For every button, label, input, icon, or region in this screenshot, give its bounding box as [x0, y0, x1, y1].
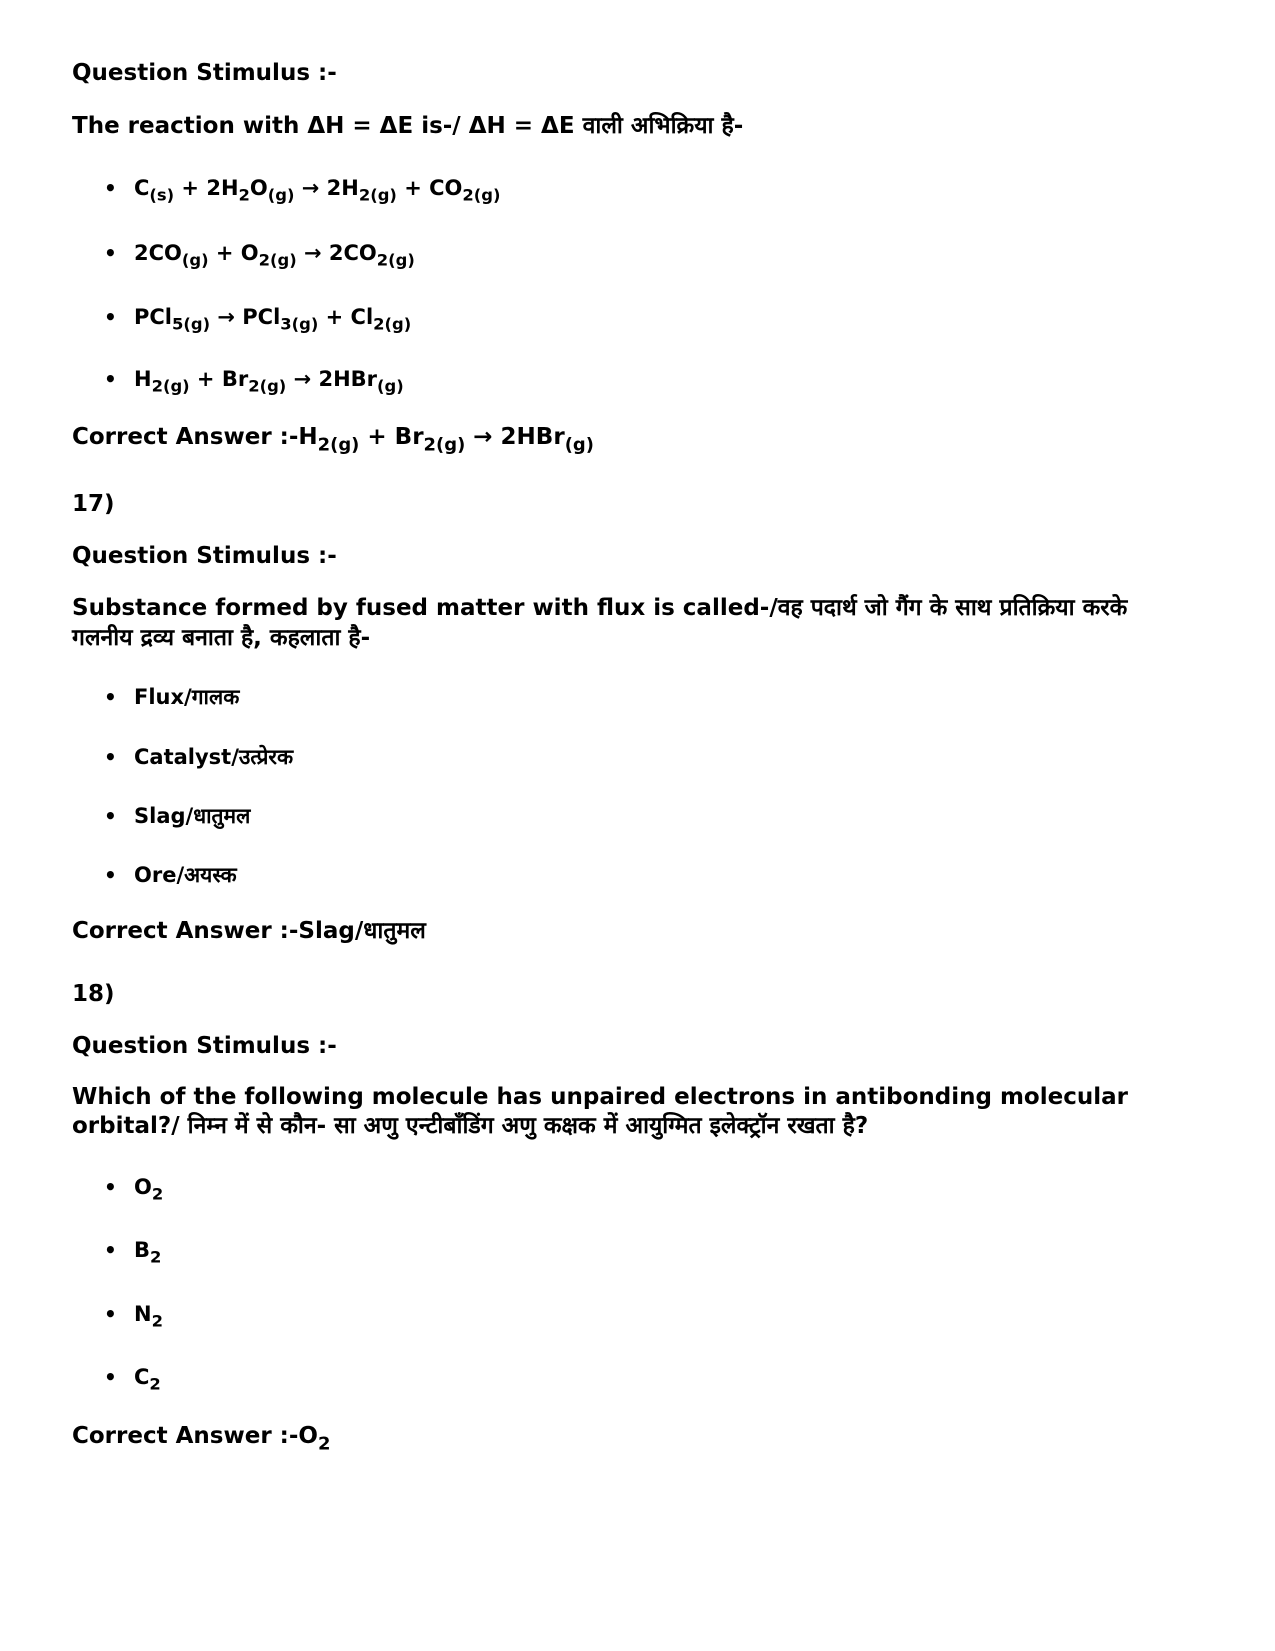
option-text: $2CO_{(g)} + O_{2(g)} \to 2CO_{2(g)}$: [134, 241, 415, 270]
bullet-icon: •: [104, 745, 117, 769]
option-text: $C_{(s)} + 2H_2O_{(g)} \to 2H_{2(g)} + CO_{2(g)}$: [134, 176, 501, 205]
option-text: $H_{2(g)} + Br_{2(g)} \to 2HBr_{(g)}$: [134, 367, 404, 396]
correct-answer: Correct Answer $:-H_{2(g)} + Br_{2(g)} \to 2HBr_{(g)}$: [72, 424, 594, 456]
option-text: $B_2$: [134, 1238, 162, 1267]
option-text: Flux/गालक: [134, 685, 240, 709]
bullet-icon: •: [104, 1238, 117, 1262]
bullet-icon: •: [104, 1365, 117, 1389]
question-stimulus-label: Question Stimulus :-: [72, 60, 337, 86]
option-text: $N_2$: [134, 1302, 163, 1331]
option-text: Slag/धातुमल: [134, 804, 251, 828]
bullet-icon: •: [104, 305, 117, 329]
question-stimulus-label: Question Stimulus :-: [72, 1033, 337, 1059]
question-text-line: गलनीय द्रव्य बनाता है, कहलाता है-: [72, 625, 371, 651]
bullet-icon: •: [104, 804, 117, 828]
question-text-line: orbital?/ निम्न में से कौन- सा अणु एन्टीबाँडिंग अणु कक्षक में आयुग्मित इलेक्ट्रॉन रखता है?: [72, 1113, 869, 1139]
correct-answer: Correct Answer $:-O_2$: [72, 1423, 331, 1455]
option-text: $O_2$: [134, 1175, 164, 1204]
option-text: Ore/अयस्क: [134, 863, 237, 887]
question-number: 18): [72, 981, 115, 1007]
bullet-icon: •: [104, 367, 117, 391]
bullet-icon: •: [104, 1175, 117, 1199]
question-text-line: Substance formed by fused matter with flux is called-/वह पदार्थ जो गैंग के साथ प्रतिक्रिया करके: [72, 595, 1128, 621]
question-text: The reaction with ΔH = ΔE is-/ ΔH = ΔE वाली अभिक्रिया है-: [72, 113, 744, 139]
correct-answer: Correct Answer :-Slag/धातुमल: [72, 918, 426, 944]
question-number: 17): [72, 491, 115, 517]
option-text: $C_2$: [134, 1365, 161, 1394]
bullet-icon: •: [104, 1302, 117, 1326]
bullet-icon: •: [104, 176, 117, 200]
question-stimulus-label: Question Stimulus :-: [72, 543, 337, 569]
bullet-icon: •: [104, 241, 117, 265]
option-text: $PCl_{5(g)} \to PCl_{3(g)} + Cl_{2(g)}$: [134, 305, 412, 334]
bullet-icon: •: [104, 863, 117, 887]
option-text: Catalyst/उत्प्रेरक: [134, 745, 294, 769]
bullet-icon: •: [104, 685, 117, 709]
question-text-line: Which of the following molecule has unpaired electrons in antibonding molecular: [72, 1084, 1128, 1110]
